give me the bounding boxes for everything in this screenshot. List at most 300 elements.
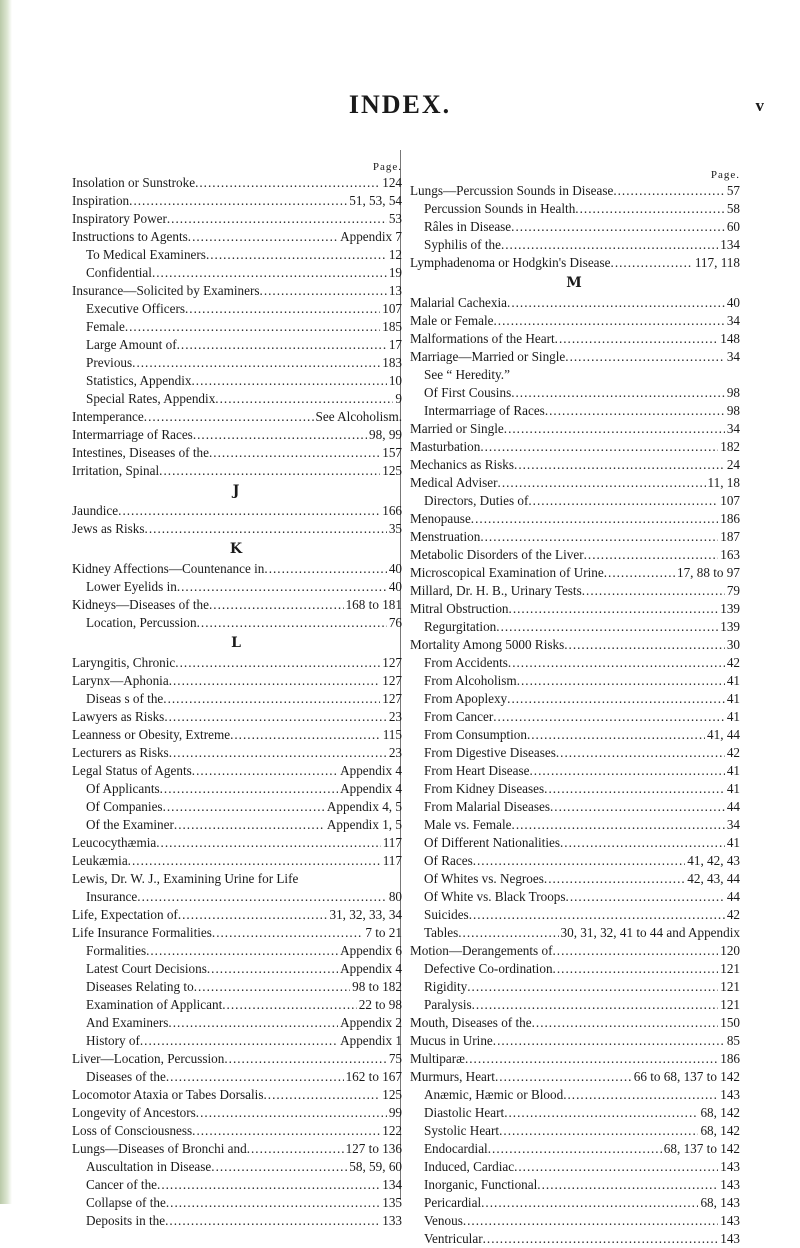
entry-term: Married or Single <box>410 421 504 436</box>
entry-page-ref: 148 <box>720 331 740 346</box>
entry-page-ref: 41 <box>726 673 740 688</box>
entry-page-ref: 30 <box>726 637 740 652</box>
index-entry <box>410 348 740 366</box>
entry-term: Laryngitis, Chronic <box>72 655 176 670</box>
entry-term: Auscultation in Disease <box>86 1159 212 1174</box>
leader-dots <box>512 816 725 834</box>
entry-term: Jaundice <box>72 503 119 518</box>
entry-page-ref: 57 <box>726 183 740 198</box>
leader-dots <box>177 336 387 354</box>
entry-term: Rigidity <box>424 979 468 994</box>
index-entry <box>72 942 402 960</box>
entry-term: Male or Female <box>410 313 494 328</box>
entry-term: Inorganic, Functional <box>424 1177 538 1192</box>
entry-page-ref: 42, 43, 44 <box>687 871 740 886</box>
index-entry <box>410 762 740 780</box>
entry-page-ref: 66 to 68, 137 to 142 <box>633 1069 740 1084</box>
index-column-right <box>410 168 740 1248</box>
entry-term: Insurance—Solicited by Examiners <box>72 283 260 298</box>
leader-dots <box>613 182 725 200</box>
leader-dots <box>511 218 725 236</box>
entry-page-ref: 41 <box>726 691 740 706</box>
entry-term: Insurance <box>86 889 138 904</box>
entry-term: Ventricular <box>424 1231 483 1246</box>
leader-dots <box>211 1158 347 1176</box>
leader-dots <box>552 942 718 960</box>
index-column-left <box>72 160 402 1230</box>
entry-term: Kidney Affections—Countenance in <box>72 561 265 576</box>
entry-term: Of Companies <box>86 799 163 814</box>
entry-page-ref: Appendix 6 <box>340 943 402 958</box>
index-entry <box>410 1068 740 1086</box>
entry-term: Endocardial <box>424 1141 488 1156</box>
leader-dots <box>224 1050 386 1068</box>
entry-page-ref: 17 <box>388 337 402 352</box>
leader-dots <box>159 462 380 480</box>
entry-term: Diastolic Heart <box>424 1105 505 1120</box>
leader-dots <box>125 318 380 336</box>
entry-term: Of White vs. Black Troops <box>424 889 566 904</box>
entry-page-ref: 13 <box>388 283 402 298</box>
leader-dots <box>212 924 363 942</box>
entry-page-ref: 166 <box>382 503 402 518</box>
entry-term: Inspiration <box>72 193 130 208</box>
entry-page-ref: 117 <box>382 853 402 868</box>
entry-term: Collapse of the <box>86 1195 166 1210</box>
index-entry <box>410 420 740 438</box>
index-entry <box>410 1050 740 1068</box>
entry-term: Leukæmia <box>72 853 128 868</box>
entry-term: Mucus in Urine <box>410 1033 493 1048</box>
leader-dots <box>564 636 725 654</box>
entry-term: From Heart Disease <box>424 763 530 778</box>
index-entry <box>410 834 740 852</box>
leader-dots <box>493 1032 725 1050</box>
index-entry <box>72 264 402 282</box>
entry-term: Diseases Relating to <box>86 979 194 994</box>
entry-page-ref: 53 <box>388 211 402 226</box>
section-letter: K <box>229 541 245 557</box>
leader-dots <box>493 708 725 726</box>
entry-term: Examination of Applicant <box>86 997 223 1012</box>
index-entry <box>410 906 740 924</box>
entry-page-ref: 34 <box>726 313 740 328</box>
entry-term: To Medical Examiners <box>86 247 206 262</box>
leader-dots <box>575 200 725 218</box>
entry-term: Statistics, Appendix <box>86 373 192 388</box>
entry-term: Intermarriage of Races <box>424 403 545 418</box>
entry-page-ref: 143 <box>720 1159 740 1174</box>
index-entry <box>410 492 740 510</box>
index-entry <box>72 996 402 1014</box>
leader-dots <box>175 654 380 672</box>
index-entry <box>410 456 740 474</box>
index-entry <box>410 236 740 254</box>
entry-page-ref: 143 <box>720 1231 740 1246</box>
leader-dots <box>488 1140 662 1158</box>
leader-dots <box>501 236 718 254</box>
index-entry <box>72 246 402 264</box>
leader-dots <box>463 1212 718 1230</box>
entry-page-ref: 75 <box>388 1051 402 1066</box>
index-entry <box>72 174 402 192</box>
leader-dots <box>507 294 725 312</box>
entry-page-ref: 98 to 182 <box>352 979 402 994</box>
entry-page-ref: 186 <box>720 1051 740 1066</box>
entry-page-ref: Appendix 4, 5 <box>326 799 402 814</box>
leader-dots <box>480 528 718 546</box>
entry-term: Lungs—Diseases of Bronchi and <box>72 1141 247 1156</box>
entry-term: Of Whites vs. Negroes <box>424 871 544 886</box>
entry-page-ref: Appendix 1 <box>340 1033 402 1048</box>
entry-term: Legal Status of Agents <box>72 763 192 778</box>
index-entry <box>72 888 402 906</box>
entry-page-ref: 98 <box>726 403 740 418</box>
entry-page-ref: 24 <box>726 457 740 472</box>
entry-page-ref: 22 to 98 <box>358 997 402 1012</box>
entry-term: And Examiners <box>86 1015 169 1030</box>
page-column-label: Page. <box>372 161 402 173</box>
entry-term: Confidential <box>86 265 152 280</box>
index-entry <box>72 1140 402 1158</box>
entry-page-ref: 11, 18 <box>707 475 740 490</box>
entry-page-ref: 143 <box>720 1177 740 1192</box>
entry-term: Of First Cousins <box>424 385 512 400</box>
leader-dots <box>197 614 387 632</box>
leader-dots <box>550 798 725 816</box>
index-entry <box>410 654 740 672</box>
index-entry <box>410 924 740 942</box>
leader-dots <box>517 672 725 690</box>
entry-term: Mouth, Diseases of the <box>410 1015 532 1030</box>
entry-term: Mortality Among 5000 Risks <box>410 637 565 652</box>
index-entry <box>72 960 402 978</box>
entry-term: Lecturers as Risks <box>72 745 169 760</box>
entry-term: Kidneys—Diseases of the <box>72 597 209 612</box>
leader-dots <box>178 906 328 924</box>
index-entry <box>72 408 402 426</box>
entry-term: Latest Court Decisions <box>86 961 207 976</box>
entry-page-ref: 42 <box>726 655 740 670</box>
leader-dots <box>167 210 387 228</box>
entry-term: History of <box>86 1033 140 1048</box>
entry-page-ref: 34 <box>726 421 740 436</box>
index-entry <box>72 318 402 336</box>
entry-page-ref: 12 <box>388 247 402 262</box>
entry-term: Regurgitation <box>424 619 497 634</box>
index-entry <box>72 372 402 390</box>
leader-dots <box>611 254 693 272</box>
entry-page-ref: 68, 143 <box>700 1195 740 1210</box>
entry-page-ref: 122 <box>382 1123 402 1138</box>
entry-page-ref: Appendix 1, 5 <box>326 817 402 832</box>
index-entry <box>410 1176 740 1194</box>
leader-dots <box>472 996 719 1014</box>
index-entry <box>72 502 402 520</box>
entry-page-ref: 42 <box>726 745 740 760</box>
index-entry <box>72 780 402 798</box>
leader-dots <box>544 870 685 888</box>
index-entry <box>72 560 402 578</box>
leader-dots <box>563 1086 718 1104</box>
entry-term: From Cancer <box>424 709 494 724</box>
leader-dots <box>137 888 387 906</box>
leader-dots <box>507 690 725 708</box>
leader-dots <box>495 1068 632 1086</box>
entry-term: Lymphadenoma or Hodgkin's Disease <box>410 255 611 270</box>
entry-page-ref: 117, 118 <box>694 255 740 270</box>
index-entry <box>72 1050 402 1068</box>
leader-dots <box>465 1050 718 1068</box>
entry-page-ref: 41 <box>726 781 740 796</box>
entry-page-ref: See Alcoholism. <box>315 409 402 424</box>
leader-dots <box>494 312 725 330</box>
leader-dots <box>560 834 725 852</box>
index-entry <box>72 690 402 708</box>
leader-dots <box>169 744 387 762</box>
leader-dots <box>483 1230 719 1248</box>
entry-page-ref: 117 <box>382 835 402 850</box>
leader-dots <box>140 1032 338 1050</box>
entry-term: Diseas s of the <box>86 691 164 706</box>
leader-dots <box>174 816 325 834</box>
leader-dots <box>195 174 380 192</box>
entry-term: From Digestive Diseases <box>424 745 556 760</box>
leader-dots <box>163 798 325 816</box>
leader-dots <box>537 1176 718 1194</box>
section-letter: L <box>231 635 243 651</box>
index-entry <box>72 744 402 762</box>
entry-term: Intemperance <box>72 409 144 424</box>
entry-page-ref: 40 <box>388 561 402 576</box>
entry-page-ref: Appendix 7 <box>340 229 402 244</box>
index-entry <box>410 888 740 906</box>
entry-page-ref: 135 <box>382 1195 402 1210</box>
entry-page-ref: 127 to 136 <box>345 1141 402 1156</box>
entry-term: Diseases of the <box>86 1069 166 1084</box>
leader-dots <box>480 438 718 456</box>
leader-dots <box>584 546 719 564</box>
entry-term: Motion—Derangements of <box>410 943 553 958</box>
entry-term: Intestines, Diseases of the <box>72 445 209 460</box>
entry-page-ref: 157 <box>382 445 402 460</box>
entry-term: Longevity of Ancestors <box>72 1105 196 1120</box>
entry-page-ref: Appendix 4 <box>340 763 402 778</box>
entry-term: Multiparæ <box>410 1051 465 1066</box>
index-entry <box>72 390 402 408</box>
entry-page-ref: 107 <box>382 301 402 316</box>
index-entry <box>72 672 402 690</box>
leader-dots <box>209 596 344 614</box>
entry-page-ref: 187 <box>720 529 740 544</box>
leader-dots <box>209 444 380 462</box>
entry-page-ref: Appendix 4 <box>340 961 402 976</box>
leader-dots <box>481 1194 698 1212</box>
leader-dots <box>604 564 675 582</box>
leader-dots <box>511 384 725 402</box>
leader-dots <box>566 888 725 906</box>
index-entry <box>72 192 402 210</box>
entry-term: Induced, Cardiac <box>424 1159 515 1174</box>
index-entry <box>72 726 402 744</box>
entry-term: See “ Heredity.” <box>424 367 510 382</box>
entry-page-ref: 7 to 21 <box>365 925 402 940</box>
index-entry <box>410 200 740 218</box>
leader-dots <box>504 420 725 438</box>
entry-page-ref: 9 <box>395 391 402 406</box>
leader-dots <box>166 1068 344 1086</box>
entry-term: From Alcoholism <box>424 673 517 688</box>
entry-page-ref: 143 <box>720 1213 740 1228</box>
index-entry <box>72 978 402 996</box>
leader-dots <box>166 1194 380 1212</box>
leader-dots <box>263 1086 380 1104</box>
leader-dots <box>565 348 725 366</box>
entry-page-ref: 127 <box>382 655 402 670</box>
leader-dots <box>553 960 719 978</box>
leader-dots <box>247 1140 344 1158</box>
leader-dots <box>194 978 350 996</box>
entry-page-ref: 44 <box>726 889 740 904</box>
entry-page-ref: 121 <box>720 997 740 1012</box>
index-entry <box>410 1122 740 1140</box>
index-entry <box>410 564 740 582</box>
index-entry <box>72 282 402 300</box>
entry-term: Of Different Nationalities <box>424 835 560 850</box>
leader-dots <box>532 1014 719 1032</box>
entry-page-ref: Appendix 4 <box>340 781 402 796</box>
leader-dots <box>545 402 725 420</box>
entry-term: Larynx—Aphonia <box>72 673 169 688</box>
entry-page-ref: 143 <box>720 1087 740 1102</box>
entry-term: From Malarial Diseases <box>424 799 550 814</box>
index-entry <box>410 330 740 348</box>
entry-page-ref: Appendix 2 <box>340 1015 402 1030</box>
index-entry <box>72 852 402 870</box>
entry-page-ref: 40 <box>388 579 402 594</box>
entry-term: Leucocythæmia <box>72 835 157 850</box>
entry-term: Jews as Risks <box>72 521 145 536</box>
entry-page-ref: 107 <box>720 493 740 508</box>
entry-page-ref: 41 <box>726 709 740 724</box>
index-entry <box>410 942 740 960</box>
entry-term: Syphilis of the <box>424 237 501 252</box>
entry-term: Inspiratory Power <box>72 211 167 226</box>
index-entry <box>72 578 402 596</box>
entry-term: Lawyers as Risks <box>72 709 165 724</box>
index-entry <box>410 312 740 330</box>
index-entry <box>410 690 740 708</box>
entry-page-ref: 182 <box>720 439 740 454</box>
entry-term: Executive Officers <box>86 301 185 316</box>
leader-dots <box>193 426 367 444</box>
index-entry <box>72 1032 402 1050</box>
leader-dots <box>192 1122 380 1140</box>
entry-term: From Consumption <box>424 727 527 742</box>
index-entry <box>410 438 740 456</box>
entry-page-ref: 23 <box>388 709 402 724</box>
entry-term: Lower Eyelids in <box>86 579 177 594</box>
entry-page-ref: 80 <box>388 889 402 904</box>
entry-term: Mitral Obstruction <box>410 601 509 616</box>
index-entry <box>410 996 740 1014</box>
index-entry <box>410 294 740 312</box>
entry-term: Systolic Heart <box>424 1123 500 1138</box>
index-entry <box>72 300 402 318</box>
entry-term: Percussion Sounds in Health <box>424 201 576 216</box>
entry-term: Life Insurance Formalities <box>72 925 212 940</box>
index-entry <box>72 654 402 672</box>
entry-page-ref: 99 <box>388 1105 402 1120</box>
entry-page-ref: 183 <box>382 355 402 370</box>
leader-dots <box>128 852 381 870</box>
index-entry <box>410 1230 740 1248</box>
entry-page-ref: 98, 99 <box>369 427 402 442</box>
leader-dots <box>206 246 387 264</box>
leader-dots <box>215 390 393 408</box>
page-column-label: Page. <box>710 169 740 181</box>
entry-term: Paralysis <box>424 997 472 1012</box>
index-entry <box>410 600 740 618</box>
entry-term: Menstruation <box>410 529 481 544</box>
index-entry <box>72 336 402 354</box>
leader-dots <box>230 726 381 744</box>
leader-dots <box>168 1014 338 1032</box>
entry-page-ref: 125 <box>382 463 402 478</box>
entry-page-ref: 127 <box>382 691 402 706</box>
index-entry <box>410 1086 740 1104</box>
leader-dots <box>469 906 725 924</box>
entry-term: Liver—Location, Percussion <box>72 1051 225 1066</box>
entry-term: From Kidney Diseases <box>424 781 545 796</box>
index-entry <box>72 1194 402 1212</box>
index-entry <box>410 636 740 654</box>
index-entry <box>72 798 402 816</box>
leader-dots <box>509 600 719 618</box>
index-entry <box>410 546 740 564</box>
leader-dots <box>146 942 338 960</box>
index-entry <box>410 708 740 726</box>
entry-term: Life, Expectation of <box>72 907 178 922</box>
entry-page-ref: 34 <box>726 349 740 364</box>
entry-page-ref: 168 to 181 <box>345 597 402 612</box>
index-entry <box>410 1014 740 1032</box>
entry-term: Pericardial <box>424 1195 482 1210</box>
entry-page-ref: 40 <box>726 295 740 310</box>
index-entry <box>410 218 740 236</box>
leader-dots <box>152 264 387 282</box>
entry-term: Marriage—Married or Single <box>410 349 566 364</box>
entry-page-ref: 34 <box>726 817 740 832</box>
entry-page-ref: 51, 53, 54 <box>349 193 402 208</box>
index-entry <box>72 1014 402 1032</box>
entry-term: Special Rates, Appendix <box>86 391 216 406</box>
leader-dots <box>185 300 380 318</box>
entry-term: Tables <box>424 925 459 940</box>
entry-page-ref: 124 <box>382 175 402 190</box>
leader-dots <box>528 492 718 510</box>
index-entry <box>410 870 740 888</box>
index-entry <box>72 228 402 246</box>
entry-page-ref: 31, 32, 33, 34 <box>329 907 402 922</box>
entry-page-ref: 35 <box>388 521 402 536</box>
leader-dots <box>169 672 381 690</box>
entry-term: Râles in Disease <box>424 219 512 234</box>
entry-page-ref: 76 <box>388 615 402 630</box>
entry-term: Insolation or Sunstroke <box>72 175 196 190</box>
leader-dots <box>544 780 725 798</box>
index-entry <box>410 816 740 834</box>
